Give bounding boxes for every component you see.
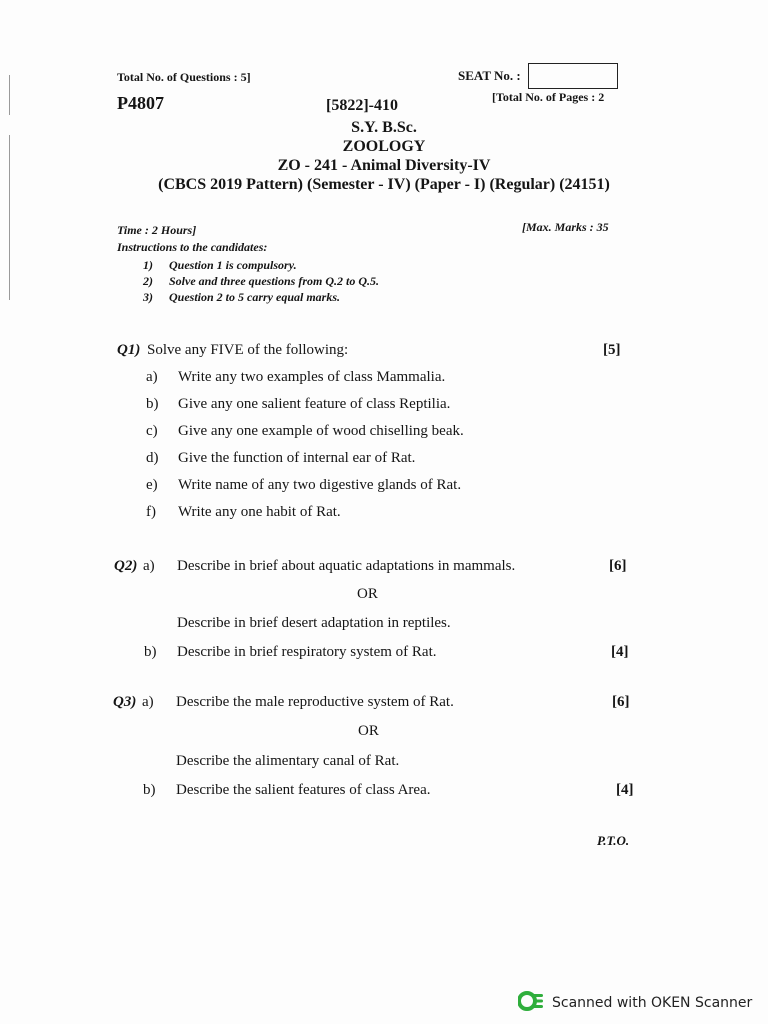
exam-time: Time : 2 Hours] [117,223,197,237]
q1-item-text: Write any two examples of class Mammalia. [178,369,446,385]
pto-label: P.T.O. [597,833,630,848]
paper-title: ZO - 241 - Animal Diversity-IV [277,157,491,174]
scan-margin-line [9,75,10,115]
q3-a-alternative: Describe the alimentary canal of Rat. [176,753,400,769]
oken-logo-icon [518,990,544,1016]
exam-code: [5822]-410 [326,97,398,114]
q1-item-letter: f) [146,504,156,520]
q2-a-marks: [6] [609,558,627,574]
q1-item-text: Write name of any two digestive glands of Rat. [178,477,462,493]
course-title: S.Y. B.Sc. [351,119,417,136]
q1-item-text: Give any one example of wood chiselling beak. [178,423,464,439]
q2-or: OR [357,586,378,602]
instruction-text: Solve and three questions from Q.2 to Q.5. [169,274,380,288]
q2-b-text: Describe in brief respiratory system of Rat. [177,644,437,660]
q3-label: Q3) [113,694,137,710]
q1-label: Q1) [117,342,141,358]
q3-a-marks: [6] [612,694,630,710]
q1-instruction: Solve any FIVE of the following: [147,342,349,358]
instruction-text: Question 2 to 5 carry equal marks. [169,290,341,304]
q1-item-letter: d) [146,450,159,466]
total-questions: Total No. of Questions : 5] [117,70,251,84]
total-pages: [Total No. of Pages : 2 [492,90,605,104]
q2-a-alternative: Describe in brief desert adaptation in reptiles. [177,615,451,631]
q2-b-marks: [4] [611,644,629,660]
q1-item-text: Give any one salient feature of class Reptilia. [178,396,451,412]
instruction-num: 3) [143,290,153,304]
instruction-num: 2) [143,274,153,288]
q2-a-letter: a) [143,558,155,574]
max-marks: [Max. Marks : 35 [522,220,609,234]
scanner-watermark [518,990,752,1016]
q1-item-text: Write any one habit of Rat. [178,504,341,520]
q2-a-text: Describe in brief about aquatic adaptations in mammals. [177,558,516,574]
instruction-num: 1) [143,258,153,272]
seat-no-box[interactable] [528,63,618,89]
paper-code: P4807 [117,93,164,113]
q2-label: Q2) [114,558,138,574]
q3-or: OR [358,723,379,739]
q1-marks: [5] [603,342,621,358]
q1-item-text: Give the function of internal ear of Rat. [178,450,416,466]
q3-a-text: Describe the male reproductive system of Rat. [176,694,454,710]
instructions-title: Instructions to the candidates: [117,240,268,254]
q1-item-letter: c) [146,423,158,439]
instruction-text: Question 1 is compulsory. [169,258,297,272]
q1-item-letter: e) [146,477,158,493]
subject-title: ZOOLOGY [342,138,426,155]
seat-no-label: SEAT No. : [458,68,521,83]
pattern-line: (CBCS 2019 Pattern) (Semester - IV) (Paper - I) (Regular) (24151) [158,176,610,193]
q3-a-letter: a) [142,694,154,710]
q3-b-letter: b) [143,782,156,798]
scanner-text: Scanned with OKEN Scanner [552,995,753,1011]
q3-b-marks: [4] [616,782,634,798]
q2-b-letter: b) [144,644,157,660]
q3-b-text: Describe the salient features of class Area. [176,782,431,798]
q1-item-letter: a) [146,369,158,385]
q1-item-letter: b) [146,396,159,412]
